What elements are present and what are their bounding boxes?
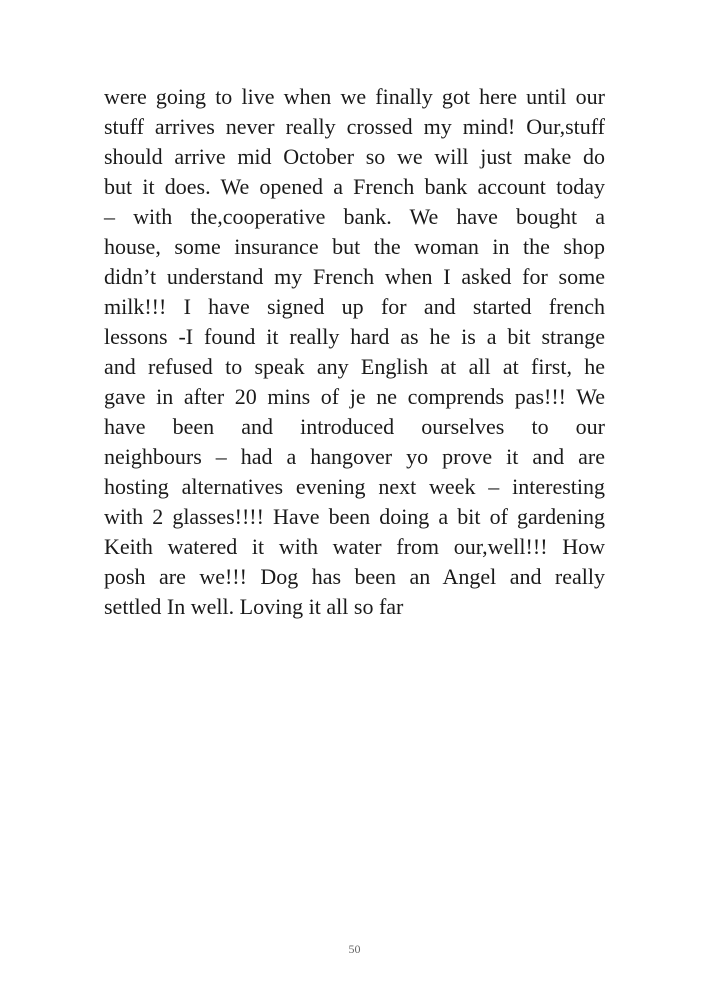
text-line: and refused to speak any English at all at first, he (104, 354, 605, 379)
text-line: but it does. We opened a French bank account today (104, 174, 605, 199)
text-line: – with the,cooperative bank. We have bought a (104, 204, 605, 229)
body-text (104, 82, 605, 622)
text-line: didn’t understand my French when I asked for some (104, 264, 605, 289)
text-line: milk!!! I have signed up for and started french (104, 294, 605, 319)
text-line: should arrive mid October so we will just make do (104, 144, 605, 169)
text-line: were going to live when we finally got here until our (104, 84, 605, 109)
text-line: stuff arrives never really crossed my mind! Our,stuff (104, 114, 605, 139)
text-line: with 2 glasses!!!! Have been doing a bit of gardening (104, 504, 605, 529)
text-line: neighbours – had a hangover yo prove it and are (104, 444, 605, 469)
text-line: posh are we!!! Dog has been an Angel and really (104, 564, 605, 589)
text-line: have been and introduced ourselves to our (104, 414, 605, 439)
text-line: house, some insurance but the woman in the shop (104, 234, 605, 259)
text-line: settled In well. Loving it all so far (104, 594, 404, 619)
text-line: hosting alternatives evening next week – interesting (104, 474, 605, 499)
text-line: gave in after 20 mins of je ne comprends pas!!! We (104, 384, 605, 409)
page-number: 50 (348, 942, 361, 956)
text-line: lessons -I found it really hard as he is a bit strange (104, 324, 605, 349)
text-line: Keith watered it with water from our,well!!! How (104, 534, 605, 559)
